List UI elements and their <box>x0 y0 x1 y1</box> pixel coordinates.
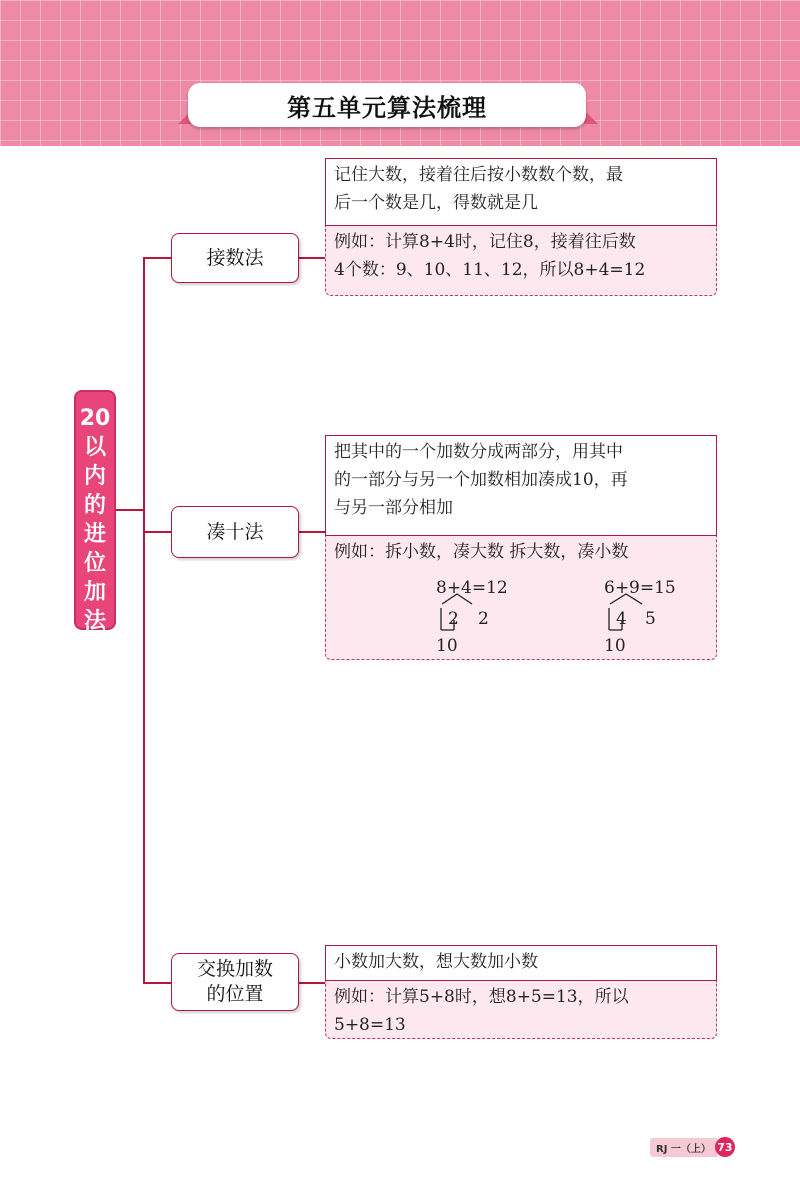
example-box-swap-addends <box>325 981 717 1039</box>
calc-split-lines <box>598 590 668 640</box>
method-label: 交换加数 <box>196 958 273 980</box>
calc-part: 2 <box>448 609 459 629</box>
rule-line: 与另一部分相加 <box>334 498 453 518</box>
rule-line: 后一个数是几，得数就是几 <box>334 193 538 213</box>
example-line: 4个数：9、10、11、12，所以8+4=12 <box>334 260 646 280</box>
calc-part: 5 <box>645 609 656 629</box>
rule-line: 的一部分与另一个加数相加凑成10，再 <box>334 470 628 490</box>
calc-part: 4 <box>616 609 627 629</box>
root-char: 以 <box>83 435 106 460</box>
method-label: 的位置 <box>206 983 264 1005</box>
root-char: 进 <box>83 522 106 547</box>
rule-line: 把其中的一个加数分成两部分，用其中 <box>334 442 623 462</box>
connector-branch-2 <box>143 531 171 533</box>
rule-box-counting-on <box>325 158 717 226</box>
example-line: 例如：拆小数，凑大数 拆大数，凑小数 <box>334 542 629 562</box>
title-ribbon-right <box>584 110 598 124</box>
example-line: 5+8=13 <box>334 1015 406 1035</box>
rule-box-make-ten <box>325 435 717 536</box>
root-char: 的 <box>83 493 106 518</box>
root-node <box>74 390 116 634</box>
root-char: 位 <box>83 551 106 576</box>
example-line: 例如：计算5+8时，想8+5=13，所以 <box>334 987 629 1007</box>
method-node-counting-on <box>171 233 299 283</box>
edition-label: RJ 一（上） <box>650 1138 717 1157</box>
calc-part: 2 <box>478 609 489 629</box>
connector-branch-1 <box>143 257 171 259</box>
page-number: 73 <box>715 1137 735 1157</box>
rule-box-swap-addends <box>325 945 717 981</box>
connector-node-2-rule <box>299 531 325 533</box>
calc-equation: 6+9=15 <box>604 578 676 598</box>
page-title: 第五单元算法梳理 <box>188 83 586 127</box>
calc-sum: 10 <box>604 636 626 656</box>
calc-equation: 8+4=12 <box>436 578 508 598</box>
connector-node-3-rule <box>299 982 325 984</box>
root-char: 加 <box>83 580 106 605</box>
connector-root-stub <box>116 509 144 511</box>
connector-branch-3 <box>143 982 171 984</box>
root-char: 20 <box>79 406 111 431</box>
rule-line: 小数加大数，想大数加小数 <box>334 952 538 972</box>
method-node-make-ten <box>171 506 299 558</box>
example-box-counting-on <box>325 226 717 296</box>
method-label: 凑十法 <box>206 520 264 543</box>
calc-split-lines <box>430 590 500 640</box>
method-node-swap-addends <box>171 953 299 1011</box>
root-char: 法 <box>83 609 106 634</box>
connector-vertical <box>143 258 145 983</box>
method-label: 接数法 <box>206 246 264 269</box>
example-line: 例如：计算8+4时，记住8，接着往后数 <box>334 232 636 252</box>
rule-line: 记住大数，接着往后按小数数个数，最 <box>334 165 623 185</box>
root-char: 内 <box>83 464 106 489</box>
connector-node-1-rule <box>299 257 325 259</box>
page-footer <box>650 1137 735 1157</box>
calc-sum: 10 <box>436 636 458 656</box>
